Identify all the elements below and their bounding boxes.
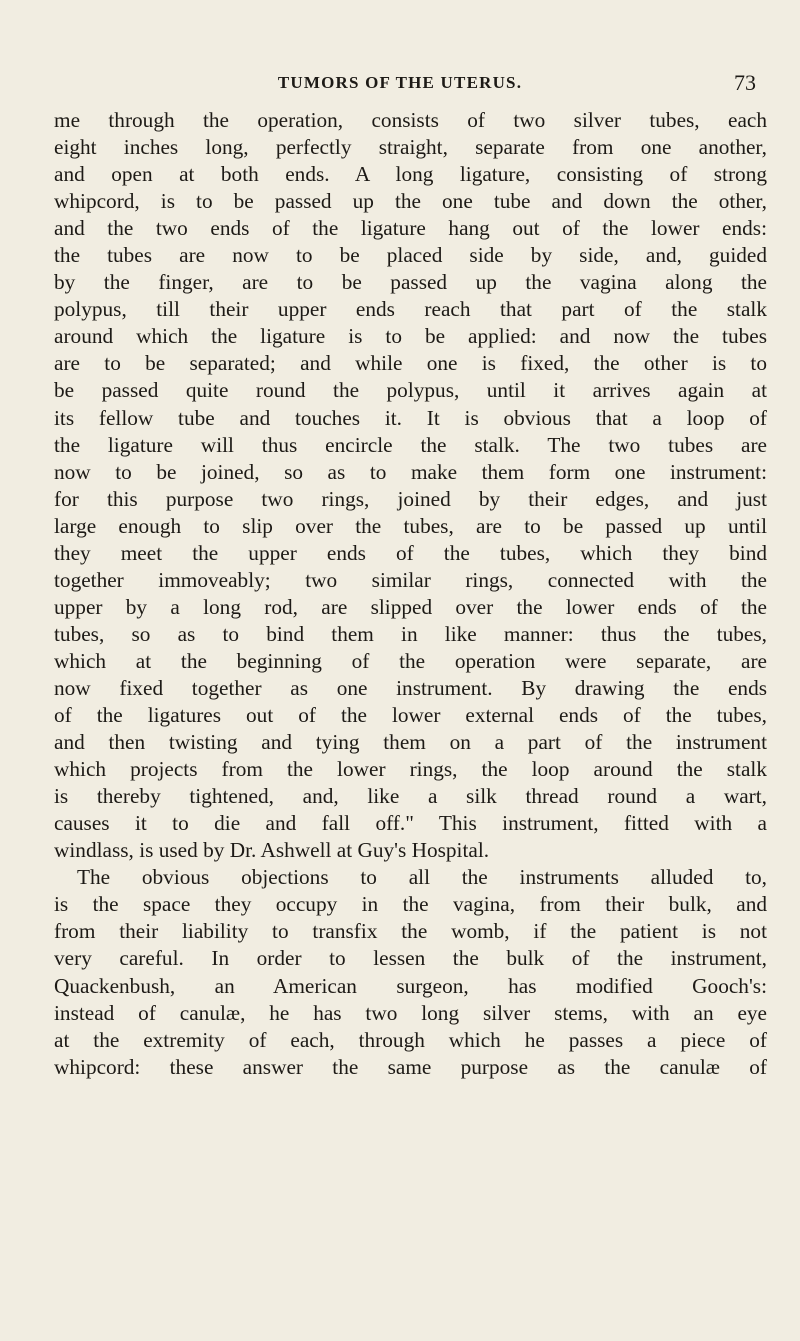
text-line: is thereby tightened, and, like a silk thread round a wart,	[54, 784, 767, 809]
text-line: now fixed together as one instrument. By drawing the ends	[54, 675, 767, 700]
text-line: from their liability to transfix the womb, if the patient is not	[54, 919, 767, 944]
text-line: causes it to die and fall off." This instrument, fitted with a	[54, 811, 767, 836]
text-line: for this purpose two rings, joined by their edges, and just	[54, 486, 767, 511]
text-line: The obvious objections to all the instruments alluded to,	[77, 865, 767, 890]
text-line: the tubes are now to be placed side by side, and, guided	[54, 243, 767, 268]
text-line: and then twisting and tying them on a part of the instrument	[54, 730, 767, 755]
text-line: whipcord: these answer the same purpose as the canulæ of	[54, 1054, 767, 1079]
text-line: its fellow tube and touches it. It is obvious that a loop of	[54, 405, 767, 430]
text-line: very careful. In order to lessen the bulk of the instrument,	[54, 946, 767, 971]
text-line: together immoveably; two similar rings, connected with the	[54, 567, 767, 592]
text-line: me through the operation, consists of two silver tubes, each	[54, 108, 767, 132]
text-line: now to be joined, so as to make them form one instrument:	[54, 459, 767, 484]
text-line: which projects from the lower rings, the loop around the stalk	[54, 757, 767, 782]
page-number: 73	[734, 70, 756, 95]
text-line: eight inches long, perfectly straight, separate from one another,	[54, 135, 767, 160]
text-line: Quackenbush, an American surgeon, has modified Gooch's:	[54, 973, 767, 998]
text-line: are to be separated; and while one is fixed, the other is to	[54, 351, 767, 376]
text-line: which at the beginning of the operation were separate, are	[54, 648, 767, 673]
text-line: polypus, till their upper ends reach that part of the stalk	[54, 297, 767, 322]
text-line: is the space they occupy in the vagina, from their bulk, and	[54, 892, 767, 917]
text-line: tubes, so as to bind them in like manner: thus the tubes,	[54, 621, 767, 646]
text-line: the ligature will thus encircle the stalk. The two tubes are	[54, 432, 767, 457]
text-line: at the extremity of each, through which he passes a piece of	[54, 1027, 767, 1052]
text-line: whipcord, is to be passed up the one tube and down the other,	[54, 189, 767, 214]
text-line: instead of canulæ, he has two long silver stems, with an eye	[54, 1000, 767, 1025]
text-line: of the ligatures out of the lower external ends of the tubes,	[54, 703, 767, 728]
body-text	[54, 107, 767, 1081]
text-line: they meet the upper ends of the tubes, which they bind	[54, 540, 767, 565]
text-line: windlass, is used by Dr. Ashwell at Guy's Hospital.	[54, 838, 490, 863]
text-line: large enough to slip over the tubes, are to be passed up until	[54, 513, 767, 538]
text-line: be passed quite round the polypus, until it arrives again at	[54, 378, 767, 403]
running-head: TUMORS OF THE UTERUS.	[277, 73, 523, 92]
text-line: upper by a long rod, are slipped over the lower ends of the	[54, 594, 767, 619]
text-line: and the two ends of the ligature hang out of the lower ends:	[54, 216, 767, 241]
text-line: and open at both ends. A long ligature, consisting of strong	[54, 162, 767, 187]
text-line: around which the ligature is to be applied: and now the tubes	[54, 324, 767, 349]
text-line: by the finger, are to be passed up the vagina along the	[54, 270, 767, 295]
